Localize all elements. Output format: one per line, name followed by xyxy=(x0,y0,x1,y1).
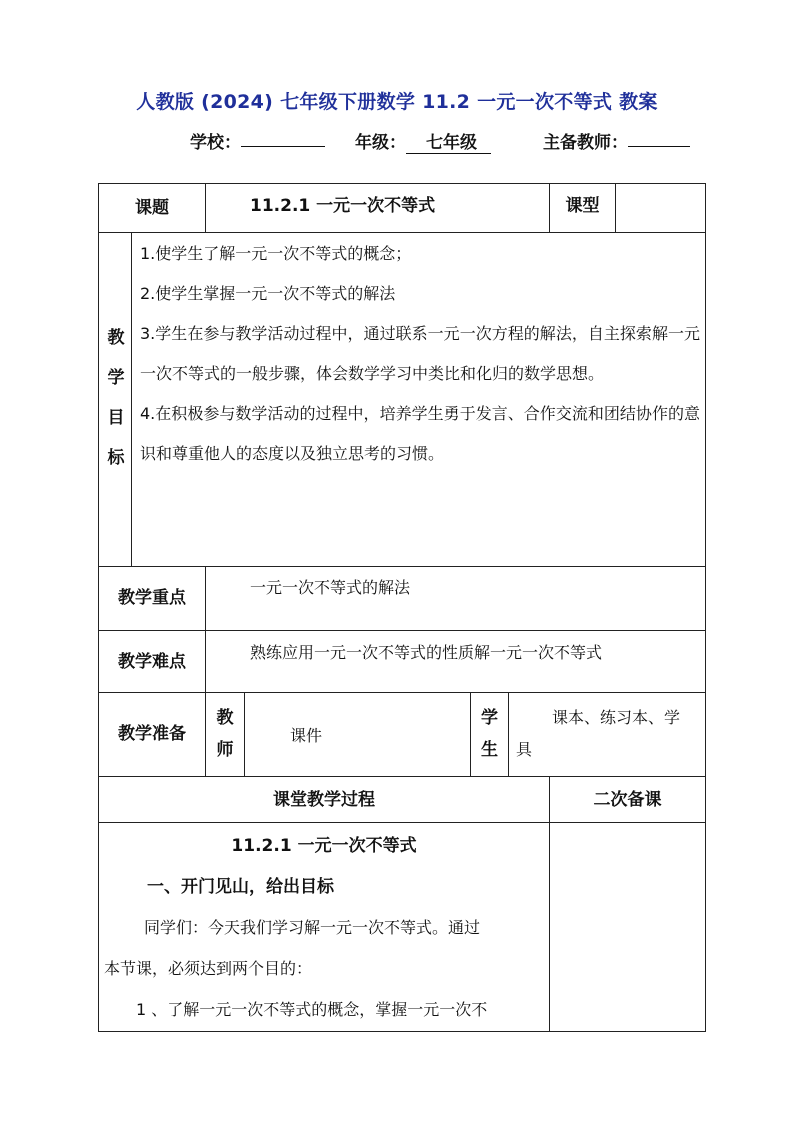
teacher-prep-char: 教 xyxy=(216,708,234,728)
teacher-prep-value: 课件 xyxy=(290,726,323,745)
section-heading: 一、开门见山，给出目标 xyxy=(147,877,334,897)
objectives-label-char: 目 xyxy=(107,408,125,428)
difficulty-label: 教学难点 xyxy=(118,652,186,672)
objectives-label-char: 教 xyxy=(107,328,125,348)
student-prep-label xyxy=(471,702,508,766)
objectives-list xyxy=(140,234,700,474)
objective-item: 3.学生在参与教学活动过程中，通过联系一元一次方程的解法，自主探索解一元一次不等式的一般步骤，体会数学学习中类比和化归的数学思想。 xyxy=(140,324,700,383)
col-divider xyxy=(205,183,206,232)
school-blank xyxy=(241,128,325,147)
difficulty-value: 熟练应用一元一次不等式的性质解一元一次不等式 xyxy=(250,643,603,662)
col-divider xyxy=(615,183,616,232)
teacher-prep-label xyxy=(206,702,244,766)
topic-value: 11.2.1 一元一次不等式 xyxy=(250,196,436,216)
row-divider xyxy=(98,630,706,631)
col-divider xyxy=(244,692,245,776)
grade-value: 七年级 xyxy=(406,128,491,154)
grade-field xyxy=(355,128,477,153)
objectives-label xyxy=(100,318,132,478)
table-border-right xyxy=(705,183,706,1032)
process-title: 11.2.1 一元一次不等式 xyxy=(231,836,417,856)
objectives-label-char: 学 xyxy=(107,368,125,388)
prep-label: 教学准备 xyxy=(118,724,186,744)
row-divider xyxy=(98,566,706,567)
type-label: 课型 xyxy=(565,196,600,216)
row-divider xyxy=(98,822,706,823)
student-prep-value xyxy=(516,702,702,766)
body-line: 本节课，必须达到两个目的： xyxy=(104,959,313,978)
objectives-label-char: 标 xyxy=(107,448,125,468)
objective-item: 1.使学生了解一元一次不等式的概念； xyxy=(140,244,412,263)
grade-label: 年级： xyxy=(355,133,406,153)
body-line: 同学们：今天我们学习解一元一次不等式。通过 xyxy=(144,918,481,937)
col-divider xyxy=(549,776,550,1032)
row-divider xyxy=(98,692,706,693)
topic-label: 课题 xyxy=(135,198,169,218)
teacher-prep-char: 师 xyxy=(216,740,234,760)
student-prep-char: 学 xyxy=(481,708,498,728)
teacher-blank xyxy=(628,128,690,147)
row-divider xyxy=(98,776,706,777)
process-header: 课堂教学过程 xyxy=(273,790,375,810)
document-title: 人教版 (2024) 七年级下册数学 11.2 一元一次不等式 教案 xyxy=(136,91,658,113)
key-label: 教学重点 xyxy=(118,588,186,608)
row-divider xyxy=(98,232,706,233)
objective-item: 2.使学生掌握一元一次不等式的解法 xyxy=(140,284,396,303)
key-value: 一元一次不等式的解法 xyxy=(250,578,411,597)
process-body xyxy=(104,907,544,1030)
student-prep-char: 生 xyxy=(481,740,498,760)
school-field xyxy=(190,128,241,153)
table-border-bottom xyxy=(98,1031,706,1032)
school-label: 学校： xyxy=(190,133,241,153)
student-prep-line: 课本、练习本、学 xyxy=(552,708,681,727)
body-line: 1 、了解一元一次不等式的概念，掌握一元一次不 xyxy=(136,1000,488,1019)
teacher-label: 主备教师： xyxy=(543,133,628,153)
student-prep-line: 具 xyxy=(516,740,533,759)
second-prep-header: 二次备课 xyxy=(593,790,662,810)
objective-item: 4.在积极参与数学活动的过程中，培养学生勇于发言、合作交流和团结协作的意识和尊重他人的态度以及独立思考的习惯。 xyxy=(140,404,700,463)
col-divider xyxy=(508,692,509,776)
teacher-field xyxy=(543,128,628,153)
